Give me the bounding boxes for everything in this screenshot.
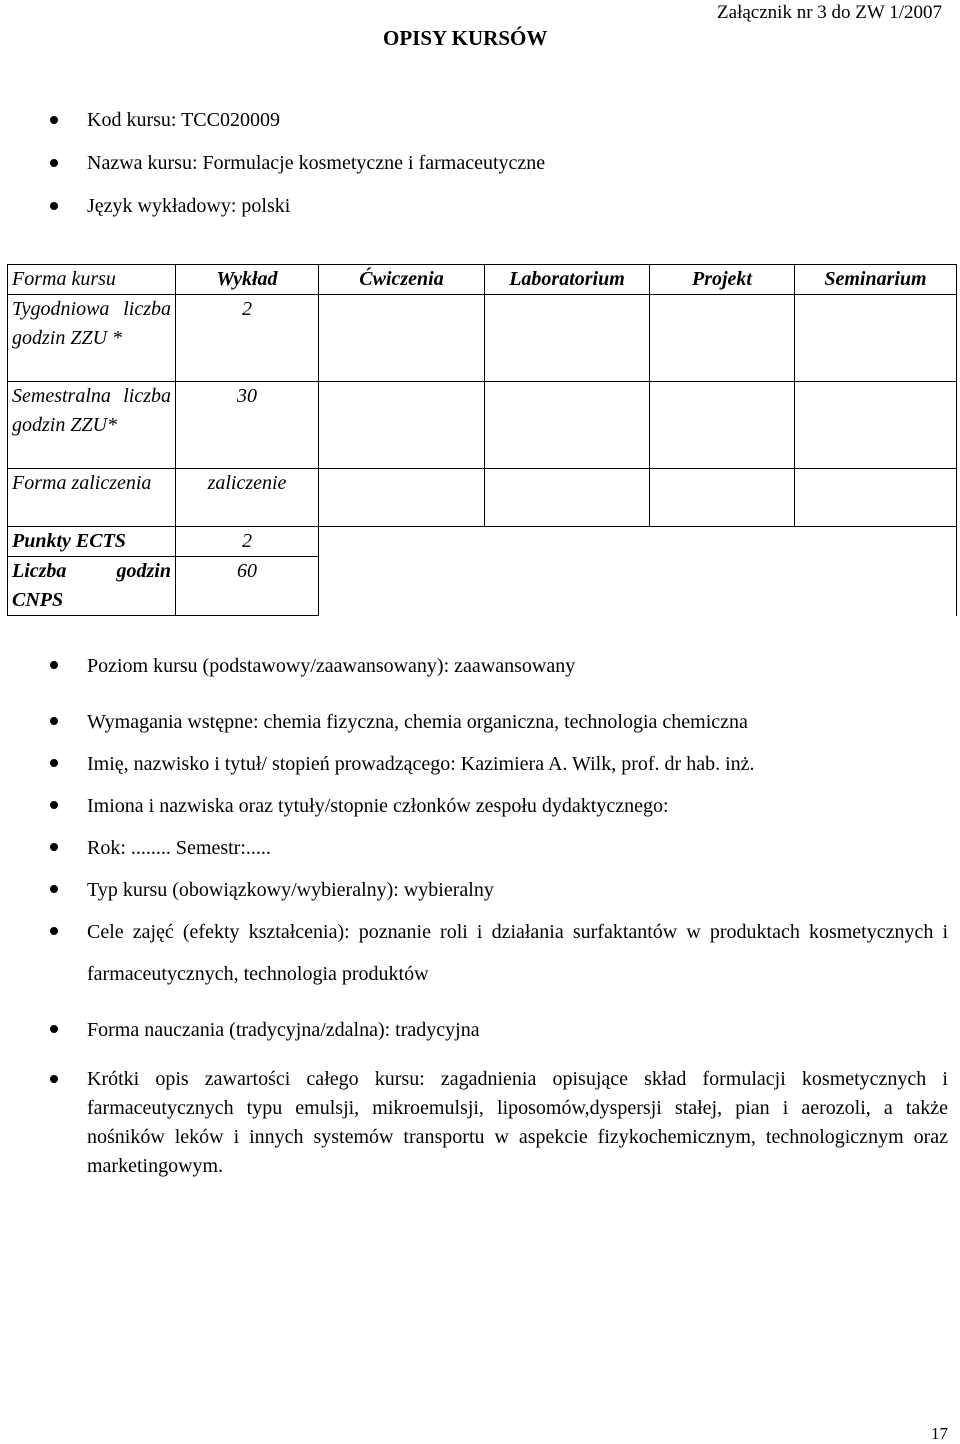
table-header-laboratory: Laboratorium [485,265,650,295]
empty-cell [485,382,650,469]
course-details-list [0,645,960,1181]
table-row [8,469,957,527]
bullet-icon [50,1075,58,1083]
row-label: Liczba godzin CNPS [8,557,176,616]
empty-cell [795,469,957,527]
list-item-teaching-form: Forma nauczania (tradycyjna/zdalna): tradycyjna [0,1009,960,1051]
list-item-goals: Cele zajęć (efekty kształcenia): poznanie roli i działania surfaktantów w produktach kosmetycznych i farmaceutycznych, technologia produktów [0,911,960,995]
course-info-list [0,108,960,237]
row-value-lecture: 30 [176,382,319,469]
bullet-icon [50,661,58,669]
attachment-note: Załącznik nr 3 do ZW 1/2007 [717,2,942,23]
table-header-exercises: Ćwiczenia [319,265,485,295]
bullet-icon [50,202,58,210]
row-label: Tygodniowa liczba godzin ZZU * [8,295,176,382]
empty-cell [319,527,957,616]
list-item-language: Język wykładowy: polski [0,194,960,237]
list-item-requirements: Wymagania wstępne: chemia fizyczna, chemia organiczna, technologia chemiczna [0,701,960,743]
empty-cell [319,469,485,527]
table-header-form: Forma kursu [8,265,176,295]
list-item-team: Imiona i nazwiska oraz tytuły/stopnie członków zespołu dydaktycznego: [0,785,960,827]
bullet-icon [50,801,58,809]
table-header-project: Projekt [650,265,795,295]
empty-cell [319,382,485,469]
bullet-icon [50,885,58,893]
table-header-seminar: Seminarium [795,265,957,295]
course-form-table [7,264,957,616]
list-item-description: Krótki opis zawartości całego kursu: zagadnienia opisujące skład formulacji kosmetycznych i farmaceutycznych typu emulsji, mikroemulsji, liposomów,dyspersji stałej, pian i aerozoli, a także nośników leków i innych systemów transportu w aspekcie fizykochemicznym, technologicznym oraz marketingowym. [0,1065,960,1181]
empty-cell [650,469,795,527]
empty-cell [650,295,795,382]
empty-cell [319,295,485,382]
row-value-lecture: 2 [176,527,319,557]
list-item-level: Poziom kursu (podstawowy/zaawansowany): zaawansowany [0,645,960,687]
row-label: Forma zaliczenia [8,469,176,527]
document-title: OPISY KURSÓW [383,26,548,50]
list-item-instructor: Imię, nazwisko i tytuł/ stopień prowadzącego: Kazimiera A. Wilk, prof. dr hab. inż. [0,743,960,785]
bullet-icon [50,843,58,851]
empty-cell [485,469,650,527]
list-item-course-name: Nazwa kursu: Formulacje kosmetyczne i farmaceutyczne [0,151,960,194]
row-label: Semestralna liczba godzin ZZU* [8,382,176,469]
row-value-lecture: 60 [176,557,319,616]
page-number: 17 [931,1424,948,1443]
table-header-lecture: Wykład [176,265,319,295]
bullet-icon [50,1025,58,1033]
table-header-row [8,265,957,295]
empty-cell [795,295,957,382]
table-row [8,295,957,382]
table-row [8,527,957,557]
bullet-icon [50,717,58,725]
empty-cell [650,382,795,469]
table-row [8,382,957,469]
empty-cell [485,295,650,382]
bullet-icon [50,116,58,124]
empty-cell [795,382,957,469]
bullet-icon [50,759,58,767]
bullet-icon [50,159,58,167]
row-value-lecture: 2 [176,295,319,382]
list-item-year-semester: Rok: ........ Semestr:..... [0,827,960,869]
row-value-lecture: zaliczenie [176,469,319,527]
row-label: Punkty ECTS [8,527,176,557]
list-item-course-type: Typ kursu (obowiązkowy/wybieralny): wybieralny [0,869,960,911]
list-item-course-code: Kod kursu: TCC020009 [0,108,960,151]
bullet-icon [50,927,58,935]
